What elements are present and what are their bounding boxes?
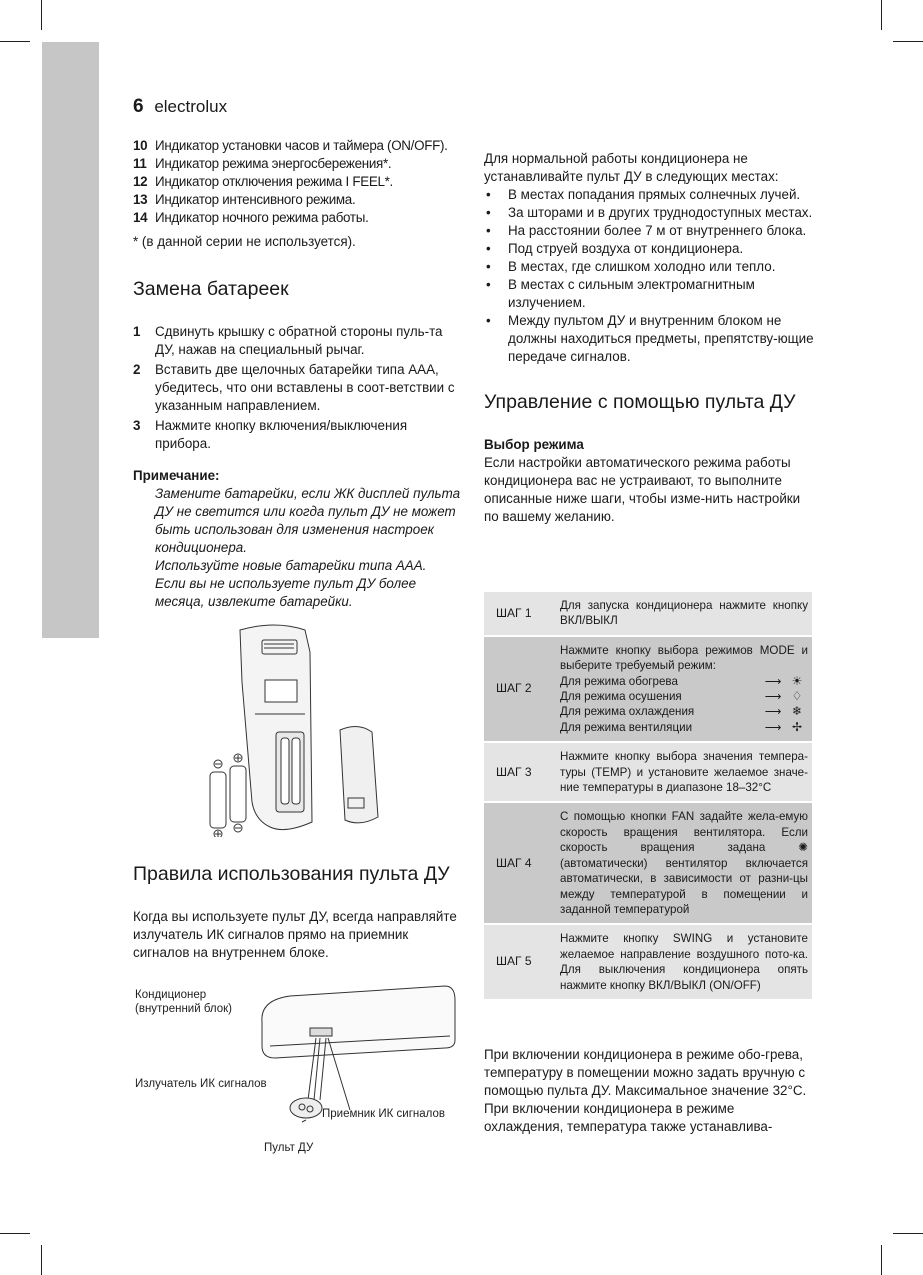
crop-mark: [881, 0, 882, 30]
unit-label-line: Кондиционер: [135, 989, 207, 1001]
section-title-battery: Замена батареек: [133, 278, 289, 300]
item-text: Индикатор интенсивного режима.: [155, 192, 356, 207]
mode-name: Для режима вентиляции: [560, 720, 693, 734]
unit-label-line: (внутренний блок): [135, 1003, 233, 1015]
mode-row: [560, 674, 808, 689]
fan-icon: ✢: [791, 719, 803, 734]
note-line: Если вы не используете пульт ДУ более месяца, извлеките батарейки.: [155, 576, 417, 609]
indicator-list: [133, 137, 463, 227]
placement-intro: Для нормальной работы кондиционера не устанавливайте пульт ДУ в следующих местах:: [484, 151, 779, 184]
note-line: Используйте новые батарейки типа ААА.: [155, 558, 427, 573]
list-item: [133, 361, 463, 415]
placement-list: [484, 186, 814, 366]
unit-label: [135, 988, 232, 1016]
note-body: [133, 485, 463, 611]
table-row: [484, 592, 812, 637]
item-text: Индикатор режима энергосбережения*.: [155, 156, 392, 171]
item-text: В местах, где слишком холодно или тепло.: [508, 259, 776, 274]
paragraph: При включении кондиционера в режиме охлаждения, температура также устанавлива-: [484, 1101, 773, 1134]
item-text: Вставить две щелочных батарейки типа ААА, убедитесь, что они вставлены в соот-ветствии с указанным направлением.: [155, 362, 455, 413]
item-text: Сдвинуть крышку с обратной стороны пуль-та ДУ, нажав на специальный рычаг.: [155, 324, 443, 357]
mode-name: Для режима обогрева: [560, 674, 678, 688]
step-label: ШАГ 5: [496, 954, 532, 969]
arrow-icon: ⟶: [764, 674, 780, 688]
step-text: Нажмите кнопку SWING и установите желаемое направление воздушного пото-ка. Для выключения кондиционера опять нажмите кнопку ВКЛ/ВЫКЛ (ON/OFF): [560, 932, 808, 992]
arrow-icon: ⟶: [764, 705, 780, 719]
step-text: С помощью кнопки FAN задайте жела-емую скорость вращения вентилятора. Если скорость вращения задана ✺ (автоматически) вентилятор включается автоматически, в зависимости от разни-цы между температурой в помещении и заданной температурой: [560, 810, 808, 916]
item-number: 13: [133, 192, 148, 207]
right-column: [484, 150, 814, 526]
list-item: [133, 323, 463, 359]
crop-mark: [881, 1245, 882, 1275]
list-item: [133, 417, 463, 453]
paragraph: При включении кондиционера в режиме обо-грева, температуру в помещении можно задать вручную с помощью пульта ДУ. Максимальное значение 32°С.: [484, 1047, 807, 1098]
item-number: 2: [133, 362, 141, 377]
snowflake-icon: ❄: [791, 704, 803, 719]
brand-name: electrolux: [154, 97, 228, 116]
mode-name: Для режима осушения: [560, 690, 682, 704]
table-row: [484, 803, 812, 925]
section-title-rules: Правила использования пульта ДУ: [133, 863, 450, 885]
crop-mark: [41, 0, 42, 30]
item-number: 3: [133, 418, 141, 433]
crop-mark: [893, 1233, 923, 1234]
crop-mark: [0, 41, 30, 42]
bottom-text: [484, 1046, 814, 1136]
list-item: • В местах с сильным электромагнитным излучением.: [486, 277, 755, 310]
item-number: 10: [133, 138, 148, 153]
item-number: 1: [133, 324, 141, 339]
item-text: Под струей воздуха от кондиционера.: [508, 241, 744, 256]
item-text: Индикатор установки часов и таймера (ON/OFF).: [155, 138, 448, 153]
remote-battery-illustration: [200, 622, 400, 837]
step-label: ШАГ 2: [496, 681, 532, 696]
note-title: Примечание:: [133, 468, 220, 483]
list-item: • Между пультом ДУ и внутренним блоком не должны находиться предметы, препятству-ющие передаче сигналов.: [486, 313, 814, 364]
arrow-icon: ⟶: [764, 690, 780, 704]
item-text: В местах попадания прямых солнечных лучей.: [508, 187, 801, 202]
note-line: Замените батарейки, если ЖК дисплей пульта ДУ не светится или когда пульт ДУ не может быть использован для изменения настроек кондиционера.: [155, 486, 461, 555]
step-label: ШАГ 3: [496, 764, 532, 779]
item-number: 14: [133, 210, 148, 225]
list-item: • Под струей воздуха от кондиционера.: [486, 241, 744, 256]
mode-name: Для режима охлаждения: [560, 705, 695, 719]
rules-text: Когда вы используете пульт ДУ, всегда направляйте излучатель ИК сигналов прямо на приемник сигналов на внутреннем блоке.: [133, 909, 457, 960]
crop-mark: [893, 41, 923, 42]
list-item: [133, 209, 463, 227]
list-item: • В местах, где слишком холодно или тепло.: [486, 259, 776, 274]
crop-mark: [0, 1233, 30, 1234]
mode-row: [560, 720, 808, 735]
list-item: [133, 137, 463, 155]
item-text: За шторами и в других труднодоступных местах.: [508, 205, 813, 220]
list-item: [133, 191, 463, 209]
step-text: Нажмите кнопку выбора значения темпера-туры (TEMP) и установите желаемое значе-ние температуры в диапазоне 18–32°C: [560, 750, 808, 795]
droplet-icon: ♢: [791, 689, 803, 704]
list-item: [133, 155, 463, 173]
step-text: Для запуска кондиционера нажмите кнопку ВКЛ/ВЫКЛ: [560, 599, 808, 628]
item-text: На расстоянии более 7 м от внутреннего блока.: [508, 223, 807, 238]
arrow-icon: ⟶: [764, 720, 780, 734]
table-row: [484, 743, 812, 803]
remote-label: Пульт ДУ: [264, 1142, 314, 1154]
side-tab: [42, 42, 99, 638]
left-column: [133, 137, 463, 611]
table-row: [484, 925, 812, 1001]
item-text: В местах с сильным электромагнитным излучением.: [508, 277, 755, 310]
item-text: Нажмите кнопку включения/выключения прибора.: [155, 418, 408, 451]
subhead-mode: Выбор режима: [484, 437, 584, 452]
receiver-label: Приемник ИК сигналов: [322, 1108, 446, 1120]
step-text: [560, 637, 812, 741]
mode-row: [560, 689, 808, 704]
page-header: [133, 96, 227, 118]
item-text: Между пультом ДУ и внутренним блоком не должны находиться предметы, препятству-ющие передаче сигналов.: [508, 313, 814, 364]
list-item: [133, 173, 463, 191]
steps-table: [484, 592, 812, 1001]
item-text: Индикатор отключения режима I FEEL*.: [155, 174, 393, 189]
step-label: ШАГ 4: [496, 855, 532, 870]
mode-row: [560, 704, 808, 719]
item-number: 11: [133, 156, 147, 171]
list-item: • На расстоянии более 7 м от внутреннего блока.: [486, 223, 807, 238]
section-title-control: Управление с помощью пульта ДУ: [484, 391, 796, 413]
sun-icon: ☀: [791, 673, 803, 688]
crop-mark: [41, 1245, 42, 1275]
emitter-label: Излучатель ИК сигналов: [135, 1078, 267, 1090]
item-number: 12: [133, 174, 148, 189]
battery-steps: [133, 323, 463, 453]
step-label: ШАГ 1: [496, 605, 532, 620]
list-item: • За шторами и в других труднодоступных местах.: [486, 205, 813, 220]
step-intro: Нажмите кнопку выбора режимов MODE и выберите требуемый режим:: [560, 643, 808, 673]
item-text: Индикатор ночного режима работы.: [155, 210, 369, 225]
page-number: 6: [133, 96, 144, 117]
control-intro: Если настройки автоматического режима работы кондиционера вас не устраивают, то выполните описанные ниже шаги, чтобы изме-нить настройки по вашему желанию.: [484, 455, 801, 524]
list-item: • В местах попадания прямых солнечных лучей.: [486, 187, 801, 202]
footnote: * (в данной серии не используется).: [133, 234, 356, 249]
table-row: [484, 637, 812, 743]
